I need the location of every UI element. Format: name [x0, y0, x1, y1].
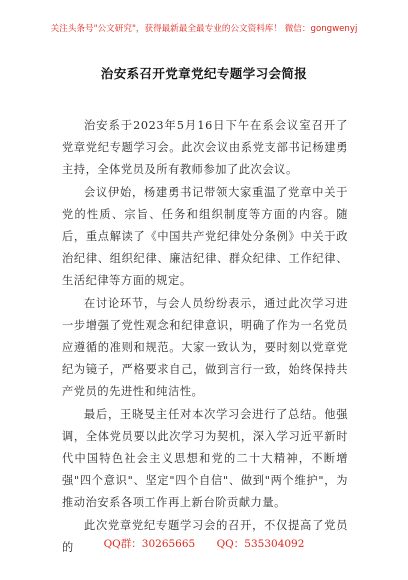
paragraph-1: 治安系于2023年5月16日下午在系会议室召开了党章党纪专题学习会。此次会议由系党支部书记杨建勇主持，全体党员及所有教师参加了此次会议。 [62, 119, 348, 177]
footer-contact [0, 536, 408, 551]
document-title: 治安系召开党章党纪专题学习会简报 [100, 66, 308, 81]
paragraph-3: 在讨论环节，与会人员纷纷表示，通过此次学习进一步增强了党性观念和纪律意识，明确了作为一名党员应遵循的准则和规范。大家一致认为，要时刻以党章党纪为镜子，严格要求自己，做到言行一致，始终保持共产党员的先进性和纯洁性。 [62, 296, 348, 399]
paragraph-5: 此次党章党纪专题学习会的召开，不仅提高了党员的 [62, 518, 348, 554]
document-body [62, 115, 348, 559]
paragraph-4: 最后，王晓旻主任对本次学习会进行了总结。他强调，全体党员要以此次学习为契机，深入学习近平新时代中国特色社会主义思想和党的二十大精神，不断增强"四个意识"、坚定"四个自信"、做到"两个维护"，为推动治安系各项工作再上新台阶贡献力量。 [62, 407, 348, 510]
header-promo-note: 关注头条号"公文研究"，获得最新最全最专业的公文资料库！ 微信：gongwenyj [50, 24, 358, 34]
footer-qq-group: QQ群：30265665 [103, 538, 196, 550]
paragraph-2: 会议伊始，杨建勇书记带领大家重温了党章中关于党的性质、宗旨、任务和组织制度等方面的内容。随后，重点解读了《中国共产党纪律处分条例》中关于政治纪律、组织纪律、廉洁纪律、群众纪律、工作纪律、生活纪律等方面的规定。 [62, 185, 348, 288]
footer-qq-number: QQ：535304092 [216, 538, 305, 550]
